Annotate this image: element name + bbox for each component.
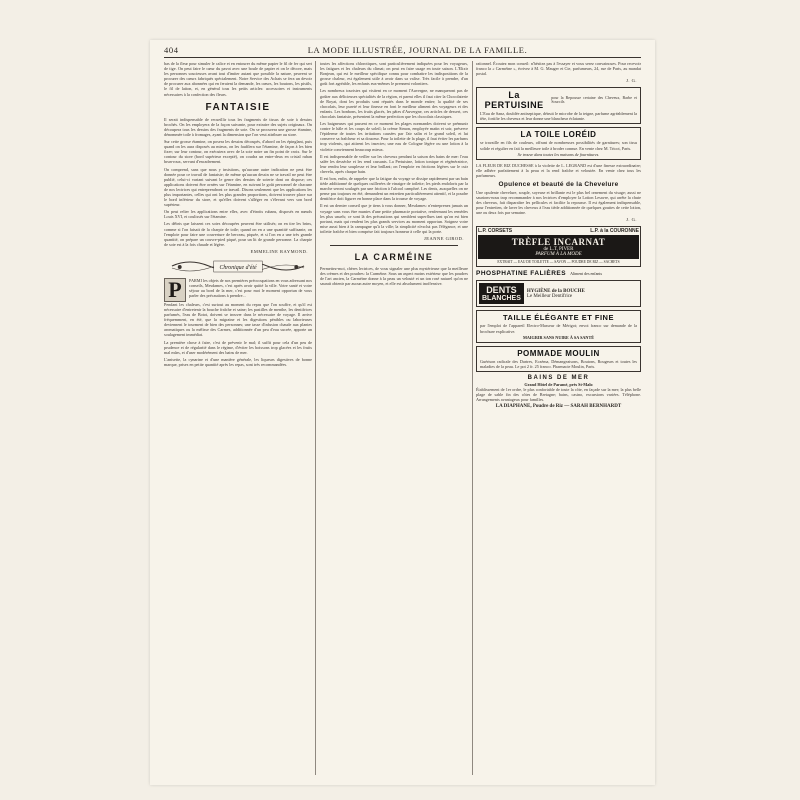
dents-title-1: DENTS: [486, 285, 517, 296]
column-3: [476, 61, 641, 775]
loreid-note: Se trouve dans toutes les maisons de fournitures.: [517, 151, 600, 157]
phosphatine-subtitle: Aliment des enfants: [570, 271, 603, 277]
moulin-ad: [476, 346, 641, 372]
dropcap: P: [164, 278, 186, 302]
header-rule: [164, 57, 641, 58]
chronique-paragraph: Pendant les chaleurs, c'est surtout au moment du repas que l'on souffre, et qu'il est nécessaire d'entretenir la bouche fraîche et saine; les pastilles de menthe, les dentifrices parfumés, l'eau de Botot, doivent se trouver dans le nécessaire de voyage. Il arrive fréquemment, en été, que la migraine et les digestions pénibles ou laborieuses deviennent le tourment de bien des personnes; une tasse d'infusion chaude aux plantes aromatiques ou la mélisse des Carmes, additionnée d'un peu d'eau sucrée, apporte un soulagement immédiat.: [164, 301, 312, 338]
fantaisie-paragraph: Sur cette grosse étamine, on posera les dessins découpés, d'abord on les épinglant, puis quand on les aura disposés au mieux, on les faufilera sur l'étamine, de façon à les bien fixer; sur leur contour, on exécutera avec de la soie noire un fin point de croix. Sur le contour du store (bord supérieur excepté), on coudra un entre-deux en cristal ruban brun-roux, servant d'encadrement.: [164, 139, 312, 165]
carmeine-heading: LA CARMÉINE: [354, 252, 434, 262]
piver-brand: de L.T. PIVER: [543, 247, 574, 253]
article-paragraph: Il est un dernier conseil que je tiens à vous donner, Mesdames: n'entreprenez jamais un voyage sans vous être munies d'une petite pharmacie portative, renfermant les remèdes les plus usuels; ce sont là des précautions qui semblent superflues tant qu'on est bien portant, mais qui rendent les plus grands services au moment opportun. Soignez votre mise aussi bien à la campagne qu'à la ville; la simplicité n'exclut pas l'élégance, et une toilette fraîche et bien comprise fait toujours honneur à celle qui la porte.: [320, 203, 468, 234]
pertuisine-subtitle: pour la Repousse certaine des Cheveux, Barbe et Sourcils: [551, 94, 637, 105]
piver-top-right: L.P. à la COURONNE: [590, 228, 639, 235]
taille-subtitle: MAIGRIR SANS NUIRE À SA SANTÉ: [522, 334, 595, 340]
fantaisie-paragraph: Il serait indispensable de recueillir tous les fragments de tissus de soie à dessins brochés. On les employera de la façon suivante, pour extraire des sujets originaux. On découpera tous les dessins des fragments de soie. On se procurera une grosse étamine, dénommée toile à fromages, ayant la dimension que l'on veut attribuer au store.: [164, 116, 312, 137]
pertuisine-text: L'Eau de Sanz, doublée antiseptique, détruit le microbe de la teigne, parfume agréablement la tête, fortifie les cheveux et leur donne une blancheur éclatante.: [480, 111, 637, 122]
fantaisie-paragraph: Les débris que laissent ces soies découpées peuvent être utilisés; on en tire les brins, comme si l'on faisait de la charpie de toile; quand on en a une quantité suffisante, on l'emploie pour faire une couverture de berceau, piquée, et si l'on en a une très grande quantité, on prépare un couvre-pied piqué, pour un lit de grande personne. La charpie de soie est à la fois chaude et légère.: [164, 221, 312, 247]
phosphatine-ad: [476, 270, 641, 277]
article-paragraph: Il est bon, enfin, de rappeler que la fatigue du voyage se dissipe rapidement par un bain tiède additionné de quelques cuillerées de vinaigre de toilette; les pieds endoloris par la marche seront soulagés par une friction à l'alcool camphré. Les dents, auxquelles on ne pense pas toujours en été, demandent un entretien particulièrement attentif, et la poudre dentifrice doit figurer en bonne place dans la trousse de voyage.: [320, 175, 468, 202]
column-2: [320, 61, 468, 775]
chronique-paragraph: La première chose à faire, c'est de prévenir le mal; il suffit pour cela d'un peu de prudence et de régularité dans le régime, d'éviter les boissons trop glacées et les fruits mal mûrs, et d'user modérément des bains de mer.: [164, 339, 312, 355]
newspaper-page: [150, 40, 655, 785]
bains-heading: BAINS DE MER: [527, 374, 590, 381]
moulin-text: Guérison radicale des Dartres, Eczéma, Démangeaisons, Boutons, Rougeurs et toutes les maladies de la peau. Le pot 2 fr. 25 franco. Pharmacie Moulin, Paris.: [480, 358, 637, 369]
chronique-banner: [170, 258, 306, 274]
piver-tagline: PARFUM À LA MODE: [535, 252, 582, 258]
article-paragraph: Les baigneuses qui passent en ce moment les plages normandes doivent se prémunir contre le hâle et les coups de soleil; la crème Simon, employée matin et soir, préserve l'épiderme de toutes les irritations causées par l'air salin et le grand soleil, et lui conserve sa fraîcheur et sa douceur. Pour la toilette de la plage, il faut éviter les parfums trop violents, qui attirent les insectes; une eau de Cologne légère ou une lotion à la violette conviennent beaucoup mieux.: [320, 121, 468, 152]
loreid-title: LA TOILE LORÉID: [520, 130, 597, 140]
fantaisie-signature: EMMELINE RAYMOND.: [250, 248, 308, 254]
intro-paragraph: bas de la fleur pour simuler le calice et en entourer du même papier le fil de fer qui sert de tige. On peut faire le cœur du pavot avec une boule de papier et on le décore, mais les personnes soucieuses avant tout d'imiter autant que possible la nature, peuvent se procurer des cœurs fabriqués spécialement. Notre Service des Achats se fera un devoir de procurer aux abonnées qui en feraient la demande, les cœurs, les boutons, les pistils, le fil de laiton, et, en général tous les petits articles: accessoires et instruments nécessaires à la confection des fleurs.: [164, 61, 312, 97]
dents-ad: [476, 280, 641, 307]
journal-title: LA MODE ILLUSTRÉE, JOURNAL DE LA FAMILLE.: [307, 45, 528, 55]
ornament-banner-icon: [170, 258, 306, 274]
dents-block: [479, 283, 524, 304]
taille-title: TAILLE ÉLÉGANTE ET FINE: [503, 313, 614, 323]
article-paragraph: Les nombreux touristes qui visitent en ce moment l'Auvergne, ne manqueront pas de goûter aux délicieuses spécialités de la région, et parmi elles il faut citer la Chocolaterie de Royat, dont les produits sont réputés dans le monde entier; la qualité de ses chocolats, leur pureté et leur finesse en font le meilleur aliment des voyageurs et des enfants. Les bonbons, les fruits glacés, les pâtes d'Auvergne, ces articles de dessert, ces chocolats fantaisie, présentent la même perfection que les chocolats classiques.: [320, 88, 468, 119]
piver-products: EXTRAIT — EAU DE TOILETTE — SAVON — POUDRE DE RIZ — SACHETS: [497, 260, 620, 265]
bains-text: Établissement de 1er ordre, le plus confortable de toute la côte, en façade sur la mer; la plus belle plage de sable fin des côtes de Bretagne; bains, casino, excursions variées. Téléphone. Arrangements avantageux pour familles.: [476, 386, 641, 402]
column-divider-1: [315, 61, 316, 775]
ad-paragraph: rationnel. Écoutez mon conseil: n'hésitez pas à l'essayer et vous serez convaincues. Pour recevoir franco la « Carméine », écrivez à M. G. Mauger et Cie, parfumeurs, 24, rue de Paris, au mandat postal.: [476, 61, 641, 77]
chronique-lead: [164, 278, 312, 302]
piver-top-left: L.P. CORSETS: [478, 228, 513, 235]
column-1: [164, 61, 312, 775]
carmeine-paragraph: Permettez-moi, chères lectrices, de vous signaler une plus mystérieuse que la meilleure des crèmes et des poudres: la Carméine. Sous un aspect moins extérieur que les poudres de l'art ancien, la Carméine donne à la peau un velouté et un ton rosé naturel qu'on ne saurait obtenir par aucun autre moyen, et elle est absolument inoffensive.: [320, 266, 468, 287]
section-divider: [330, 245, 458, 246]
pertuisine-title: La PERTUISINE: [484, 90, 544, 111]
fleur-riz-text: LA FLEUR DE RIZ DUCHESSE à la violette de L. LEGRAND est d'une finesse extraordinaire; elle adhère parfaitement à la peau et la rend fraîche et veloutée. En vente chez tous les parfumeurs.: [476, 162, 641, 178]
phosphatine-title: PHOSPHATINE FALIÈRES: [476, 270, 567, 278]
fantaisie-paragraph: On comprend, sans que nous y insistions, qu'aucune autre indication ne peut être donnée pour ce travail de fantaisie; de même qu'aucun dessin ne se travail ne peut être publié, celui-ci variant suivant le genre des dessins de soierie dont on dispose; ces applications doivent être ornées sur l'étamine, en suivant le goût personnel de chacune de nos lectrices qui entreprendront ce travail. Disons seulement que les applications les plus importantes, celles qui ont les plus grandes proportions, doivent trouver place sur le bord inférieur du store, et qu'elles doivent s'alléger en s'élevant vers son bord supérieur.: [164, 166, 312, 208]
loreid-ad: [476, 127, 641, 159]
page-number: 404: [164, 45, 179, 55]
moulin-title: POMMADE MOULIN: [517, 348, 600, 358]
chronique-banner-title: Chronique d'été: [219, 264, 257, 271]
loreid-text: se travaille en fils de couleurs, offrant de nombreuses possibilités de garnitures; son tissu solide et régulier en fait la meilleure toile à broder connue. En vente chez M. Tricot, Paris.: [480, 140, 637, 151]
piver-ad: [476, 226, 641, 267]
dents-title-2: BLANCHES: [482, 295, 521, 303]
taille-text: par l'emploi de l'appareil Electro-Masseur de Mérigot; envoi franco sur demande de la brochure explicative.: [480, 323, 637, 334]
ad-signature: J. G.: [626, 78, 637, 84]
chevelure-heading: Opulence et beauté de la Chevelure: [498, 180, 619, 188]
diaphane-ad: LA DIAPHANE, Poudre de Riz — SARAH BERNHARDT: [495, 404, 622, 410]
chevelure-signature: J. G.: [626, 217, 637, 223]
article-paragraph: Il est indispensable de veiller sur les cheveux pendant la saison des bains de mer: l'eau salée les dessèche et les rend cassants. La Pertuisine, lotion tonique et régénératrice, leur rendra leur souplesse et leur brillant; on l'emploie en frictions légères sur le cuir chevelu, après chaque bain.: [320, 153, 468, 174]
article-signature: JEANNE GIROD.: [424, 236, 464, 241]
article-paragraph: toutes les affections chlorotiques, sont particulièrement indiquées pour les voyageurs, les fatigues et les chaleurs du climat; on peut en faire usage en toute saison. L'Elixir Bonjean, qui est le meilleur spécifique connu pour combattre les indispositions de la grosse chaleur, est également utile à avoir dans sa valise. Très facile à prendre, d'un goût fort agréable, les enfants eux-mêmes le prennent volontiers.: [320, 61, 468, 87]
fantaisie-paragraph: On peut relier les applications entre elles, avec d'étroits rubans, disposés en nœuds Louis XVI, et coulissés sur l'étamine.: [164, 209, 312, 220]
chevelure-text: Une opulente chevelure, souple, soyeuse et brillante est le plus bel ornement du visage; aussi ne saurions-nous trop recommander à nos lectrices d'employer la Lotion Lesavre, qui arrête la chute des cheveux, fait disparaître les pellicules et facilite la repousse. Il est également indispensable, pour l'entretien, de laver les cheveux à l'eau tiède additionnée de quelques gouttes de cette lotion, une ou deux fois par semaine.: [476, 189, 641, 216]
bains-subtitle: Grand Hôtel de Paramé, près St-Malo: [524, 381, 593, 387]
chronique-paragraph: L'anisette, la cynarine et d'une manière générale, les liqueurs digestives de bonne marque, prises en petite quantité après les repas, sont très recommandées.: [164, 356, 312, 367]
chronique-paragraph: PARMI les objets de nos premières préoccupations en vous adressant nos conseils, Mesdames, c'est après avoir quitté la ville. Votre santé et votre séjour au bord de la mer, c'est pour moi le moment opportun de vous parler des précautions à prendre...: [189, 277, 312, 299]
pertuisine-ad: [476, 87, 641, 124]
dents-side-2: Le Meilleur Dentifrice: [526, 293, 573, 299]
fantaisie-heading: FANTAISIE: [205, 101, 271, 113]
piver-banner: [478, 235, 639, 259]
page-header: [164, 44, 641, 56]
piver-main: TRÈFLE INCARNAT: [511, 237, 606, 248]
column-divider-2: [472, 61, 473, 775]
taille-ad: [476, 310, 641, 342]
dents-side-1: HYGIÈNE de la BOUCHE: [526, 288, 585, 294]
